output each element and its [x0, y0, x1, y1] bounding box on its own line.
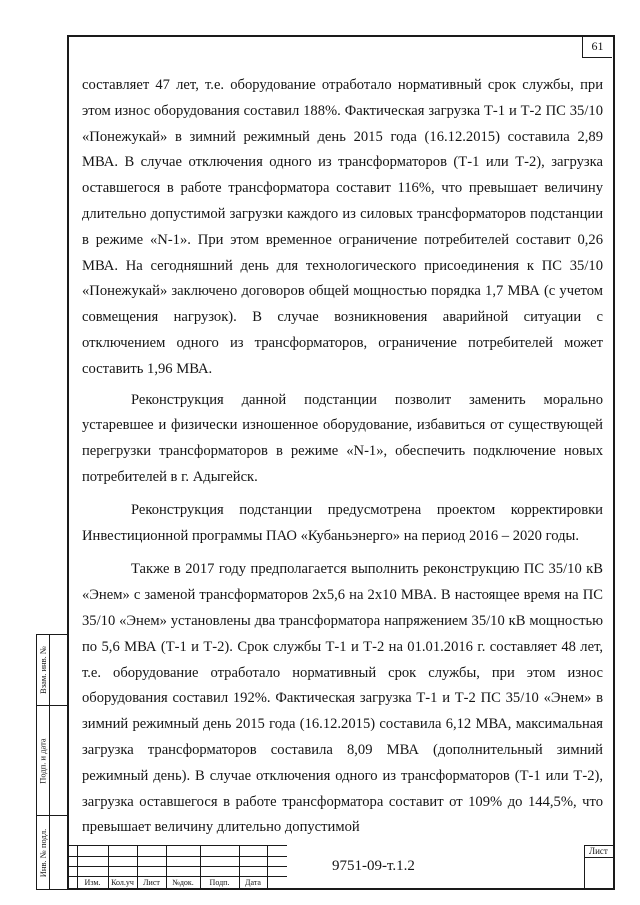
page-number: 61 — [582, 36, 612, 58]
paragraph-2: Реконструкция данной подстанции позволит заменить морально устаревшее и физически изношенное оборудование, избавиться от существующей перегрузки трансформаторов в режиме «N-1», обеспечить подключение новых потребителей в г. Адыгейск. — [82, 391, 603, 485]
paragraph-1: составляет 47 лет, т.е. оборудование отработало нормативный срок службы, при этом износ оборудования составил 188%. Фактическая загрузка Т-1 и Т-2 ПС 35/10 «Понежукай» в зимний режимный день 2015 года (16.12.2015) составила 2,89 МВА. В случае отключения одного из трансформаторов (Т-1 или Т-2), загрузка оставшегося в работе трансформатора составит 116%, что превышает величину длительно допустимой загрузки каждого из силовых трансформаторов подстанции в режиме «N-1». При этом временное ограничение потребителей составит 0,26 МВА. На сегодняшний день для технологического присоединения к ПС 35/10 «Понежукай» заключено договоров общей мощностью порядка 1,7 МВА (с учетом совмещения нагрузок). В случае возникновения аварийной ситуации с отключением одного из трансформаторов, ограничение потребителей может составить 1,96 МВА. — [82, 77, 603, 377]
col-header-list: Лист — [143, 878, 160, 887]
document-code: 9751-09-т.1.2 — [332, 858, 415, 874]
side-label-podp: Подп. и дата — [38, 737, 49, 784]
paragraph-3: Реконструкция подстанции предусмотрена проектом корректировки Инвестиционной программы ПАО «Кубаньэнерго» на период 2016 – 2020 годы. — [82, 501, 603, 544]
col-header-ndok: №док. — [172, 878, 194, 887]
body-text — [82, 73, 603, 841]
side-stamp-inv — [36, 816, 67, 890]
side-label-vzam: Взам. инв. № — [38, 646, 48, 694]
col-header-podp: Подп. — [209, 878, 230, 887]
paragraph-4: Также в 2017 году предполагается выполнить реконструкцию ПС 35/10 кВ «Энем» с заменой трансформаторов 2х5,6 на 2х10 МВА. В настоящее время на ПС 35/10 «Энем» установлены два трансформатора напряжением 35/10 кВ мощностью по 5,6 МВА (Т-1 и Т-2). Срок службы Т-1 и Т-2 на 01.01.2016 г. составляет 48 лет, т.е. оборудование отработало нормативный срок службы, при этом износ оборудования составил 192%. Фактическая загрузка Т-1 и Т-2 ПС 35/10 «Энем» в зимний режимный день 2015 года (16.12.2015) составила 6,12 МВА, максимальная загрузка трансформаторов составила 8,09 МВА (дополнительный зимний режимный день). В случае отключения одного из трансформаторов (Т-1 или Т-2), загрузка оставшегося в работе трансформатора составит от 109% до 144,5%, что превышает величину длительно допустимой — [82, 561, 603, 836]
side-stamp-podp — [36, 706, 67, 816]
col-header-data: Дата — [245, 878, 261, 887]
side-stamp-vzam — [36, 634, 67, 706]
side-label-inv: Инв. № подл. — [38, 828, 48, 877]
col-header-izm: Изм. — [84, 878, 101, 887]
col-header-kol-uch: Кол.уч — [111, 878, 134, 887]
sheet-label: Лист — [589, 846, 608, 856]
